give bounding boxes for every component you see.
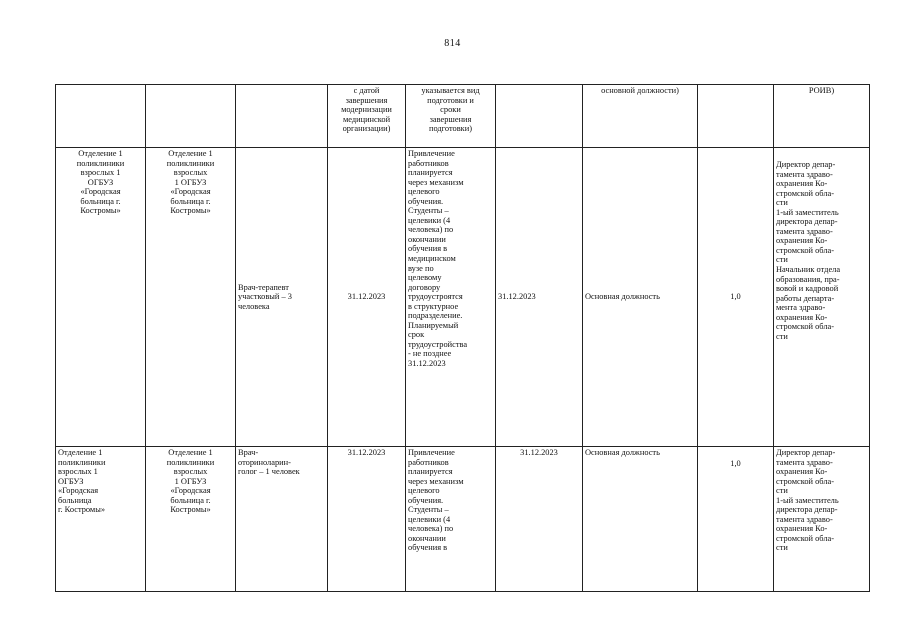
cell-hire-date: 31.12.2023 <box>496 447 583 592</box>
cell-structural-unit <box>146 85 236 148</box>
cell-rate: 1,0 <box>698 447 774 592</box>
cell-date-modernization: с датой завершения модернизации медицинской организации) <box>328 85 406 148</box>
table-row <box>56 447 870 592</box>
cell-structural-unit: Отделение 1 поликлиники взрослых 1 ОГБУЗ «Городская больница г. Костромы» <box>146 447 236 592</box>
cell-position-type: основной должности) <box>583 85 698 148</box>
cell-department: Отделение 1 поликлиники взрослых 1 ОГБУЗ «Городская больница г. Костромы» <box>56 148 146 447</box>
cell-position: Врач- оториноларин- голог – 1 человек <box>236 447 328 592</box>
cell-responsible: Директор депар- тамента здраво- охранения Ко- стромской обла- сти 1-ый заместитель директора депар- тамента здраво- охранения Ко- стромской обла- сти <box>774 447 870 592</box>
cell-position <box>236 85 328 148</box>
page-number: 814 <box>444 38 461 49</box>
cell-department: Отделение 1 поликлиники взрослых 1 ОГБУЗ «Городская больница г. Костромы» <box>56 447 146 592</box>
cell-position-type: Основная должность <box>583 447 698 592</box>
cell-responsible: Директор депар- тамента здраво- охранения Ко- стромской обла- сти 1-ый заместитель директора депар- тамента здраво- охранения Ко- стромской обла- сти Начальник отдела образования, пра- вовой и кадровой работы департа- мента здраво- охранения Ко- стромской обла- сти <box>774 148 870 447</box>
cell-department <box>56 85 146 148</box>
cell-position-type: Основная должность <box>583 148 698 447</box>
cell-hire-date: 31.12.2023 <box>496 148 583 447</box>
cell-structural-unit: Отделение 1 поликлиники взрослых 1 ОГБУЗ «Городская больница г. Костромы» <box>146 148 236 447</box>
cell-position: Врач-терапевт участковый – 3 человека <box>236 148 328 447</box>
cell-responsible: РОИВ) <box>774 85 870 148</box>
cell-rate: 1,0 <box>698 148 774 447</box>
table-row <box>56 85 870 148</box>
cell-training-type: Привлечение работников планируется через механизм целевого обучения. Студенты – целевики (4 человека) по окончании обучения в медицинском вузе по целевому договору трудоустроятся в структурное подразделение. Планируемый срок трудоустройства - не позднее 31.12.2023 <box>406 148 496 447</box>
cell-training-type: Привлечение работников планируется через механизм целевого обучения. Студенты – целевики (4 человека) по окончании обучения в <box>406 447 496 592</box>
cell-date-modernization: 31.12.2023 <box>328 447 406 592</box>
cell-date-modernization: 31.12.2023 <box>328 148 406 447</box>
staffing-table <box>55 84 870 592</box>
cell-training-type: указывается вид подготовки и сроки завершения подготовки) <box>406 85 496 148</box>
cell-hire-date <box>496 85 583 148</box>
table-row <box>56 148 870 447</box>
cell-rate <box>698 85 774 148</box>
